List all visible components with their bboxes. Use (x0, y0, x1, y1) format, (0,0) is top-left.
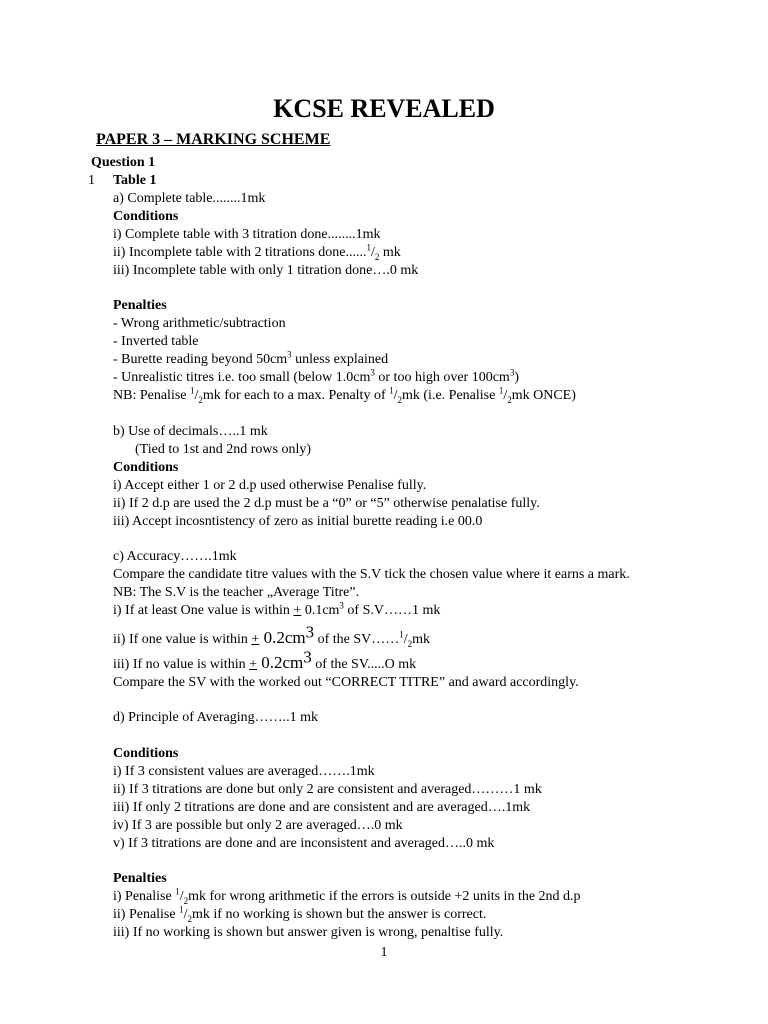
fraction-denominator: 2 (187, 913, 192, 924)
condition-line: i) Complete table with 3 titration done........1mk (113, 227, 381, 242)
plus-minus-symbol: + (251, 632, 260, 647)
superscript: 3 (509, 367, 515, 378)
condition-line: ii) Incomplete table with 2 titrations $done......^1/_2$ mk (113, 242, 401, 262)
condition-line: ii) If one value is within + $0.2cm^3$ of the $SV\dots\dots^1/_2mk$ (113, 622, 431, 649)
section-b-line: b) Use of decimals…..1 mk (113, 424, 268, 439)
superscript: 3 (339, 600, 344, 611)
text: ii) Incomplete table with 2 titrations done...... (113, 245, 367, 260)
text: ii) If one value is within (113, 632, 252, 647)
text: mk (i.e. Penalise (402, 388, 499, 403)
fraction-denominator: 2 (374, 251, 380, 262)
text: iii) If no value is within (113, 657, 250, 672)
penalties-label: Penalties (113, 298, 167, 313)
paragraph-line: NB: The S.V is the teacher „Average Titre”. (113, 585, 360, 600)
condition-line: iii) Accept incosntistency of zero as initial burette reading i.e 00.0 (113, 514, 483, 529)
plus-minus-symbol: + (249, 657, 257, 672)
fraction-numerator: 1 (175, 886, 180, 897)
superscript: 3 (287, 349, 292, 360)
text: ii) Penalise (113, 907, 180, 922)
conditions-label: Conditions (113, 209, 179, 224)
fraction-numerator: 1 (389, 385, 394, 396)
condition-line: ii) If 2 d.p are used the 2 d.p must be a “0” or “5” otherwise penalatise fully. (113, 496, 540, 511)
condition-line: iv) If 3 are possible but only 2 are averaged….0 mk (113, 818, 403, 833)
text: i) If at least One value is within (113, 603, 294, 618)
penalty-line: ii) Penalise $^1/_2mk$ if no working is shown but the answer is correct. (113, 904, 487, 924)
text: mk for each to a max. Penalty of (202, 388, 390, 403)
conditions-label: Conditions (113, 460, 179, 475)
fraction-denominator: 2 (183, 895, 189, 906)
fraction-denominator: 2 (198, 394, 203, 405)
text: ) (514, 370, 519, 385)
condition-line: i) Accept either 1 or 2 d.p used otherwise Penalise fully. (113, 478, 427, 493)
section-c-line: c) Accuracy…….1mk (113, 549, 237, 564)
text: of S.V……1 mk (343, 603, 441, 618)
penalty-line: - Inverted table (113, 334, 199, 349)
fraction-numerator: 1 (179, 904, 184, 915)
section-a-line: a) Complete table........1mk (113, 191, 266, 206)
text: NB: Penalise (113, 388, 190, 403)
page-number: 1 (380, 945, 388, 960)
text: - Burette reading beyond 50cm (113, 352, 288, 367)
condition-line: iii) Incomplete table with only 1 titration done….0 mk (113, 263, 419, 278)
fraction-denominator: 2 (507, 394, 512, 405)
paper-subtitle: PAPER 3 – MARKING SCHEME (96, 131, 331, 148)
penalty-line: i) Penalise $^1/_2mk$ for wrong arithmetic if the errors is outside +2 units in the 2nd d.p (113, 886, 581, 906)
superscript: 3 (370, 367, 375, 378)
condition-line: i) If 3 consistent values are averaged…….1mk (113, 764, 375, 779)
text: of the SV…… (314, 632, 400, 647)
penalty-line (113, 349, 389, 368)
text: mk if no working is shown but the answer is correct. (192, 907, 487, 922)
fraction-numerator: 1 (498, 385, 504, 396)
item-number: 1 (88, 173, 95, 188)
text: i) Penalise (113, 889, 176, 904)
text: 0.2cm (257, 653, 304, 672)
fraction-numerator: 1 (366, 242, 371, 253)
text: or too high over 100cm (374, 370, 510, 385)
conditions-label: Conditions (113, 746, 179, 761)
condition-line: ii) If 3 titrations are done but only 2 are consistent and averaged………1 mk (113, 782, 542, 797)
text: 0.2cm (259, 628, 306, 647)
plus-minus-symbol: + (293, 603, 302, 618)
penalty-line: iii) If no working is shown but answer given is wrong, penaltise fully. (113, 925, 504, 940)
page-title: KCSE REVEALED (273, 94, 495, 123)
question-heading: Question 1 (91, 155, 156, 170)
section-d-line: d) Principle of Averaging……..1 mk (113, 710, 319, 725)
paragraph-line: Compare the candidate titre values with the S.V tick the chosen value where it earns a mark. (113, 567, 630, 582)
paragraph-line: Compare the SV with the worked out “CORRECT TITRE” and award accordingly. (113, 675, 579, 690)
condition-line (113, 600, 441, 619)
condition-line: iii) If only 2 titrations are done and are consistent and are averaged….1mk (113, 800, 531, 815)
condition-line (113, 647, 417, 673)
text: unless explained (291, 352, 389, 367)
penalty-line (113, 367, 519, 386)
fraction-numerator: 1 (399, 629, 404, 640)
text: 0.1cm (301, 603, 340, 618)
penalties-label: Penalties (113, 871, 167, 886)
text: - Unrealistic titres i.e. too small (below 1.0cm (113, 370, 371, 385)
superscript: 3 (305, 622, 315, 642)
text: mk ONCE) (511, 388, 576, 403)
table-heading: Table 1 (113, 173, 157, 188)
condition-line: v) If 3 titrations are done and are inconsistent and averaged…..0 mk (113, 836, 495, 851)
superscript: 3 (303, 647, 312, 667)
text: mk for wrong arithmetic if the errors is outside +2 units in the 2nd d.p (188, 889, 581, 904)
nb-line: NB: Penalise $^1/_2mk$ for each to a max. Penalty of $^1/_2mk$ (i.e. Penalise $^1/_2mk$ ONCE) (113, 385, 576, 405)
penalty-line: - Wrong arithmetic/subtraction (113, 316, 286, 331)
fraction-numerator: 1 (190, 385, 195, 396)
text: of the SV.....O mk (311, 657, 417, 672)
fraction-denominator: 2 (397, 394, 402, 405)
text: mk (412, 632, 431, 647)
text: mk (379, 245, 401, 260)
fraction-denominator: 2 (407, 638, 413, 649)
section-b-note: (Tied to 1st and 2nd rows only) (135, 442, 312, 457)
